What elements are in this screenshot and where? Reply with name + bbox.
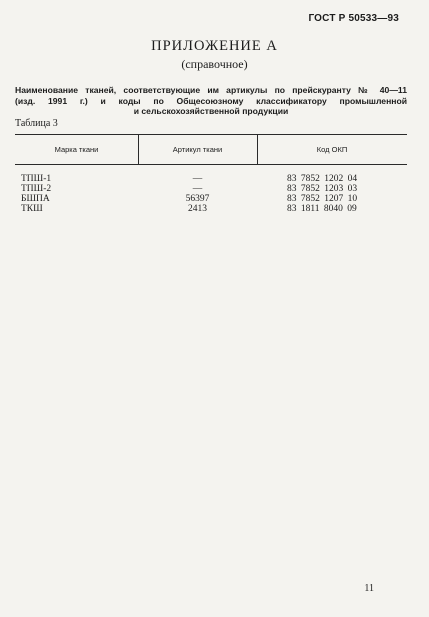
code-cell: 83 7852 1203 03: [287, 184, 358, 194]
code-cell: 83 7852 1207 10: [287, 194, 358, 204]
heading-line-3: и сельскохозяйственной продукции: [133, 106, 289, 116]
table-body: [0, 174, 429, 214]
table-row: [0, 194, 429, 204]
appendix-subtitle: (справочное): [181, 57, 248, 71]
brand-cell: ТКШ: [21, 204, 43, 214]
table-row: [0, 174, 429, 184]
column-header-brand: Марка ткани: [54, 145, 99, 154]
brand-cell: БШПА: [21, 194, 50, 204]
page-number: 11: [364, 583, 374, 594]
brand-cell: ТПШ-2: [21, 184, 52, 194]
table-row: [0, 204, 429, 214]
code-cell: 83 7852 1202 04: [287, 174, 358, 184]
appendix-title: ПРИЛОЖЕНИЕ А: [151, 38, 278, 54]
table-header-rule: [15, 164, 407, 165]
table-row: [0, 184, 429, 194]
heading-line-2: (изд. 1991 г.) и коды по Общесоюзному классификатору промышленной: [15, 95, 407, 106]
article-cell: —: [192, 184, 203, 194]
column-header-article: Артикул ткани: [172, 145, 223, 154]
section-heading: [15, 85, 407, 117]
document-code: ГОСТ Р 50533—93: [308, 13, 399, 24]
code-cell: 83 1811 8040 09: [287, 204, 357, 214]
article-cell: —: [192, 174, 203, 184]
table-label: Таблица 3: [15, 118, 58, 129]
table-top-rule: [15, 134, 407, 135]
article-cell: 2413: [188, 204, 207, 214]
column-header-code: Код ОКП: [316, 145, 348, 154]
brand-cell: ТПШ-1: [21, 174, 52, 184]
article-cell: 56397: [185, 194, 210, 204]
heading-line-1: Наименование тканей, соответствующие им артикулы по прейскуранту № 40—11: [15, 85, 407, 95]
